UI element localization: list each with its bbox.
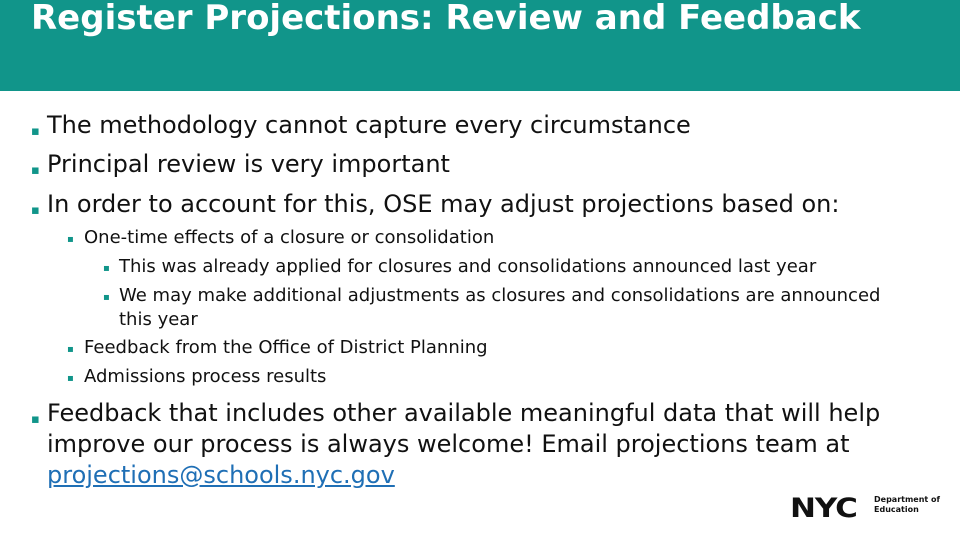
bullet-marker: ▪	[31, 412, 40, 427]
bullet-text	[47, 398, 911, 491]
sub-bullet-admissions	[67, 365, 326, 389]
bullet-marker: ▪	[31, 124, 40, 139]
bullet-feedback	[31, 398, 911, 491]
department-label: Department of Education	[874, 495, 941, 514]
bullet-marker: ▪	[31, 163, 40, 178]
bullet-methodology	[31, 110, 691, 141]
bullet-marker: ▪	[67, 344, 74, 355]
sub-bullet-one-time-effects	[67, 226, 494, 250]
bullet-text: The methodology cannot capture every circumstance	[47, 111, 691, 139]
feedback-text: Feedback that includes other available meaningful data that will help improve our process is always welcome! Email projections team at	[47, 399, 881, 458]
nyc-wordmark: NYC	[790, 493, 857, 524]
bullet-text: Admissions process results	[84, 366, 327, 387]
bullet-text: One-time effects of a closure or consolidation	[84, 227, 495, 248]
bullet-adjust-projections	[31, 189, 839, 220]
sub-sub-bullet-already-applied	[103, 255, 816, 279]
bullet-text: Feedback from the Office of District Planning	[84, 337, 488, 358]
sub-bullet-district-planning	[67, 336, 488, 360]
bullet-marker: ▪	[103, 292, 110, 303]
bullet-marker: ▪	[103, 263, 110, 274]
email-link[interactable]: projections@schools.nyc.gov	[47, 461, 395, 489]
bullet-text: In order to account for this, OSE may adjust projections based on:	[47, 190, 840, 218]
bullet-marker: ▪	[67, 234, 74, 245]
slide-title: Register Projections: Review and Feedback	[31, 0, 861, 38]
bullet-text: This was already applied for closures and consolidations announced last year	[119, 256, 817, 277]
sub-sub-bullet-additional-adjustments	[103, 284, 903, 332]
title-bar	[0, 0, 960, 91]
bullet-text: We may make additional adjustments as closures and consolidations are announced this year	[119, 285, 881, 330]
nyc-doe-logo	[790, 494, 940, 524]
bullet-marker: ▪	[67, 373, 74, 384]
bullet-principal-review	[31, 149, 450, 180]
bullet-text: Principal review is very important	[47, 150, 450, 178]
bullet-marker: ▪	[31, 203, 40, 218]
